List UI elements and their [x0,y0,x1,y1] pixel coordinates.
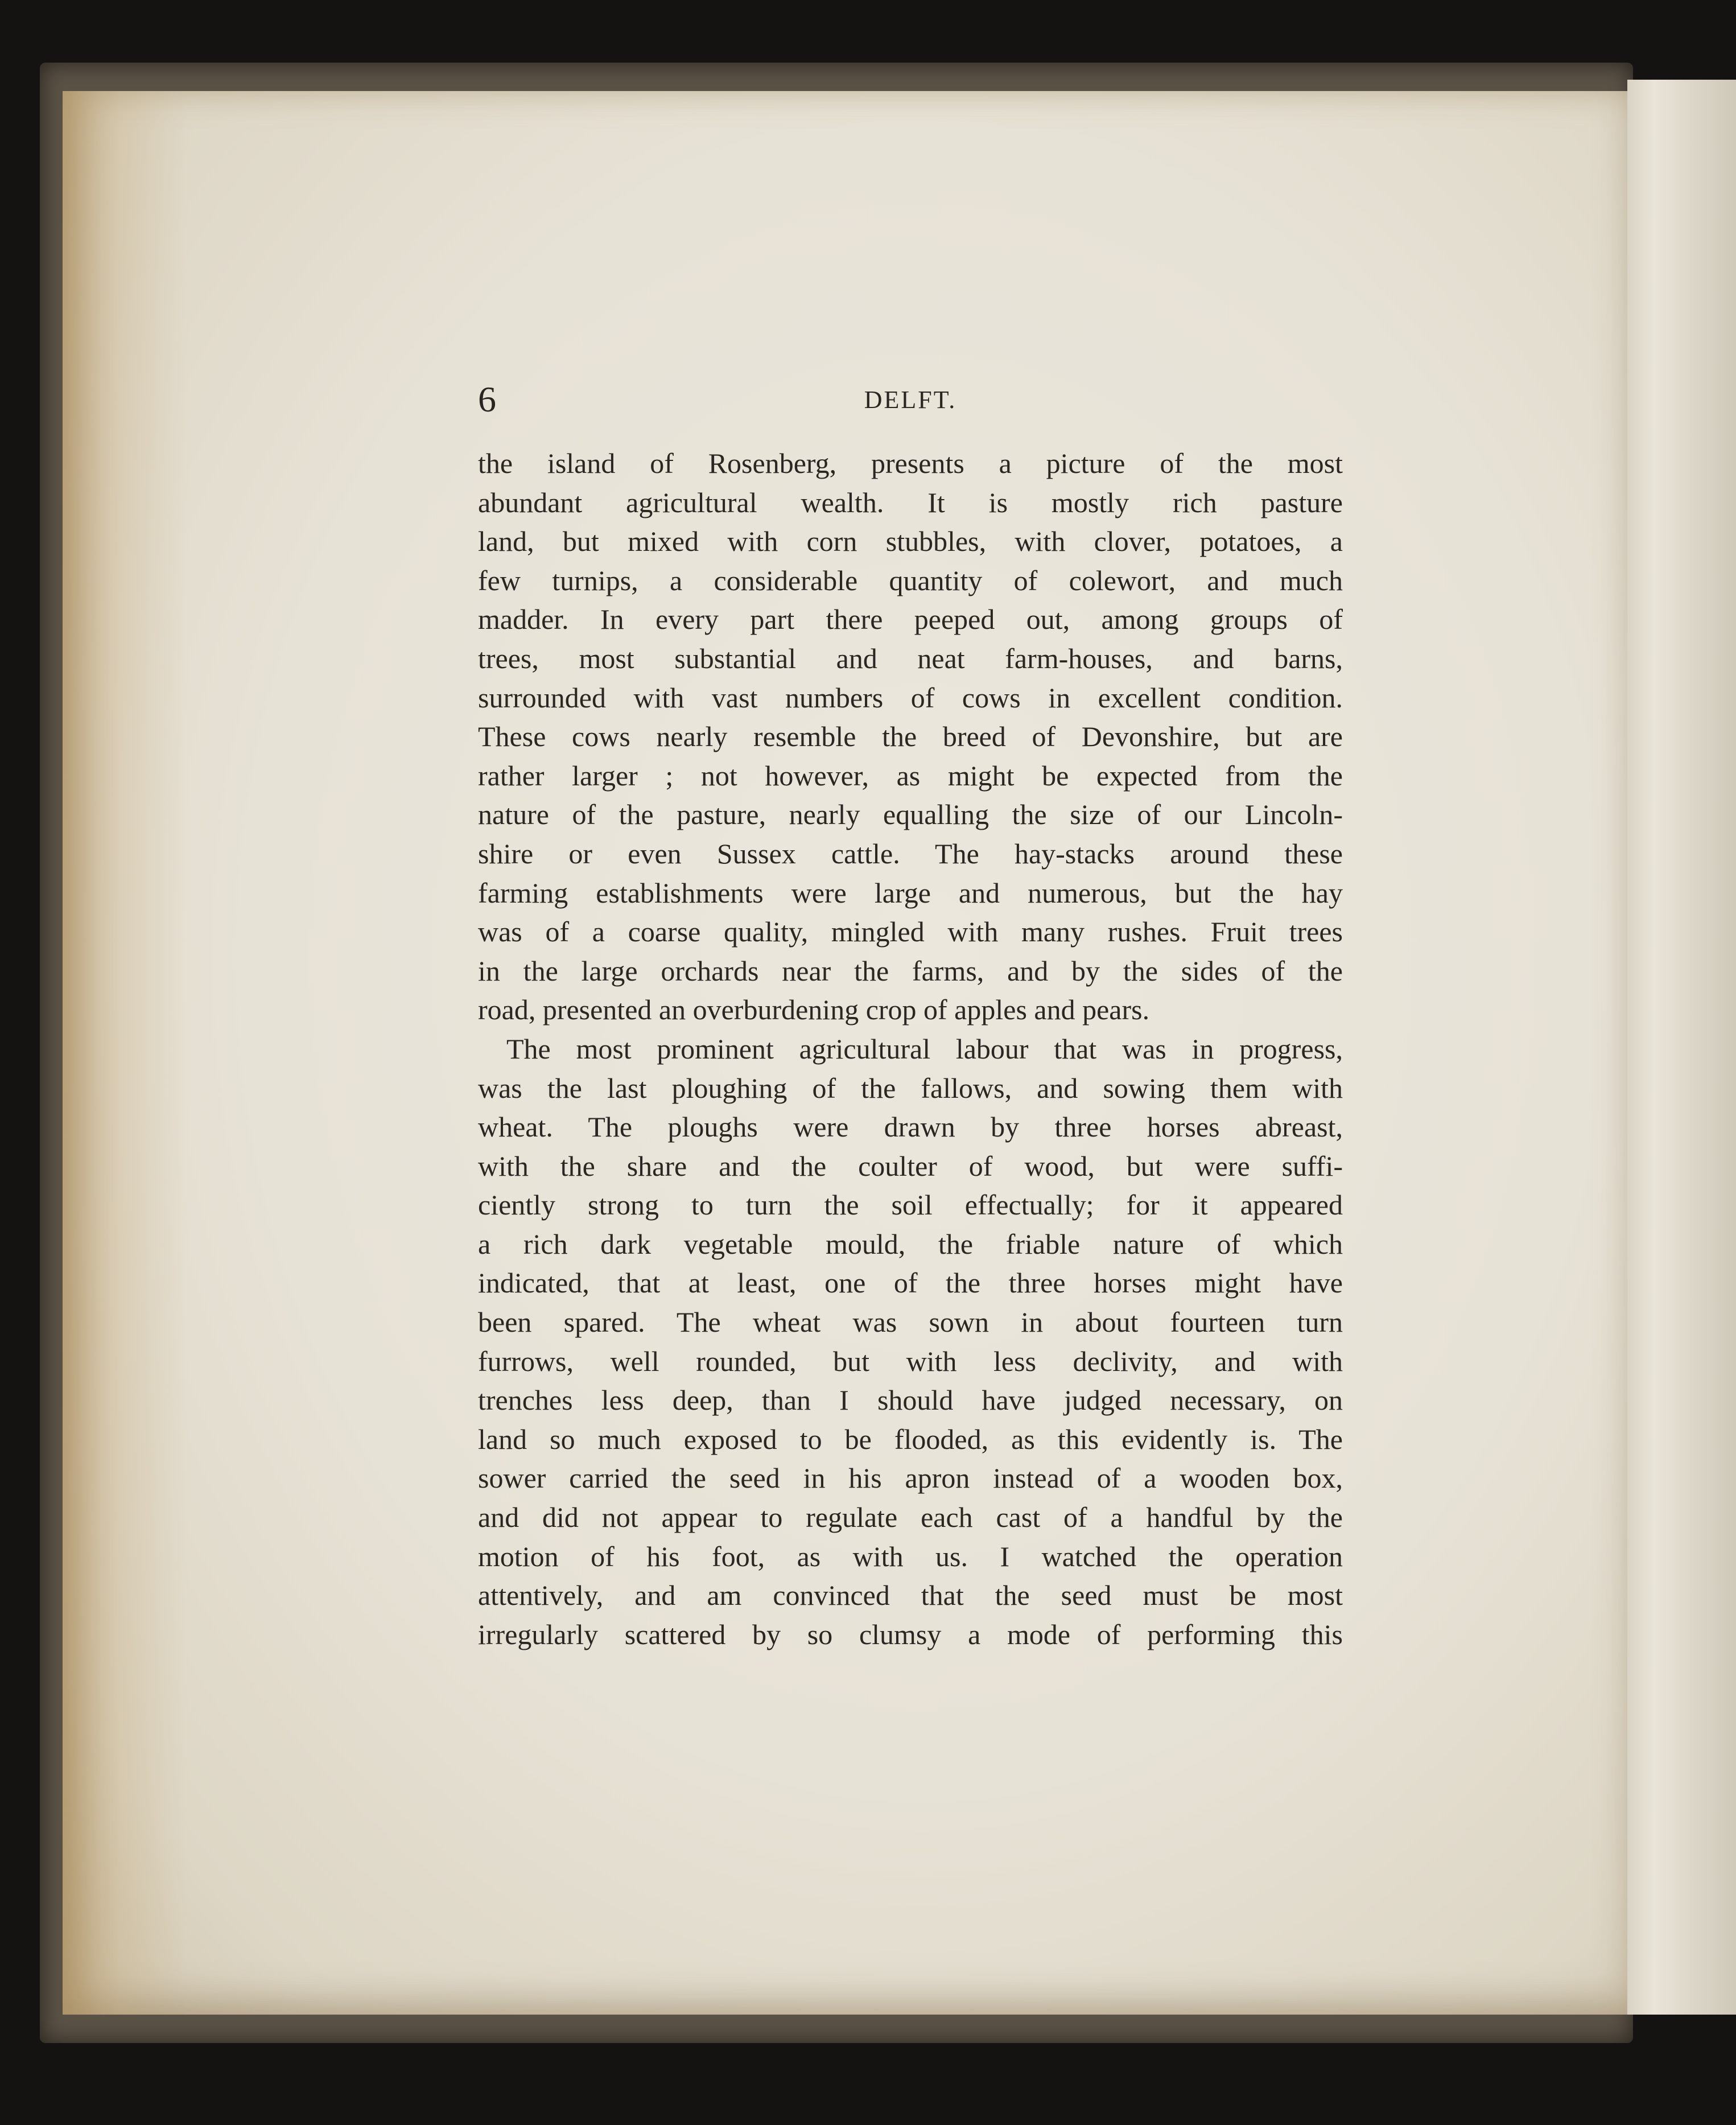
text-line: ciently strong to turn the soil effectually; for it appeared [478,1189,1343,1221]
text-line: trees, most substantial and neat farm-houses, and barns, [478,642,1343,674]
text-line: furrows, well rounded, but with less declivity, and with [478,1345,1343,1377]
text-line: motion of his foot, as with us. I watched the operation [478,1540,1343,1572]
text-line: trenches less deep, than I should have judged necessary, on [478,1384,1343,1416]
text-line: farming establishments were large and numerous, but the hay [478,876,1343,909]
text-line: attentively, and am convinced that the seed must be most [478,1579,1343,1612]
text-line: land so much exposed to be flooded, as this evidently is. The [478,1423,1343,1455]
facing-page-edge [1627,80,1736,2015]
page-header [478,378,1343,430]
body-text [478,444,1343,1654]
text-line: road, presented an overburdening crop of apples and pears. [478,994,1150,1026]
text-line: irregularly scattered by so clumsy a mode of performing this [478,1618,1343,1650]
text-line: shire or even Sussex cattle. The hay-stacks around these [478,837,1343,870]
page-number: 6 [478,379,496,419]
text-line: These cows nearly resemble the breed of Devonshire, but are [478,720,1343,753]
text-line: the island of Rosenberg, presents a picture of the most [478,447,1343,479]
running-head: DELFT. [864,386,957,414]
text-line: rather larger ; not however, as might be expected from the [478,759,1343,792]
text-line: sower carried the seed in his apron instead of a wooden box, [478,1462,1343,1494]
text-line: was of a coarse quality, mingled with many rushes. Fruit trees [478,916,1343,948]
text-line: few turnips, a considerable quantity of colewort, and much [478,564,1343,596]
text-line: wheat. The ploughs were drawn by three horses abreast, [478,1111,1343,1143]
text-line: nature of the pasture, nearly equalling the size of our Lincoln- [478,798,1343,831]
text-line: abundant agricultural wealth. It is mostly rich pasture [478,486,1343,518]
text-line: surrounded with vast numbers of cows in excellent condition. [478,681,1343,714]
text-line: with the share and the coulter of wood, but were suffi- [478,1150,1343,1182]
text-line: madder. In every part there peeped out, among groups of [478,603,1343,636]
text-line: was the last ploughing of the fallows, and sowing them with [478,1072,1343,1104]
text-line: a rich dark vegetable mould, the friable nature of which [478,1228,1343,1260]
text-line: indicated, that at least, one of the three horses might have [478,1267,1343,1299]
text-line: and did not appear to regulate each cast of a handful by the [478,1501,1343,1534]
text-line: The most prominent agricultural labour that was in progress, [506,1032,1343,1065]
text-line: been spared. The wheat was sown in about fourteen turn [478,1306,1343,1339]
text-line: in the large orchards near the farms, and by the sides of the [478,954,1343,987]
text-line: land, but mixed with corn stubbles, with clover, potatoes, a [478,525,1343,558]
